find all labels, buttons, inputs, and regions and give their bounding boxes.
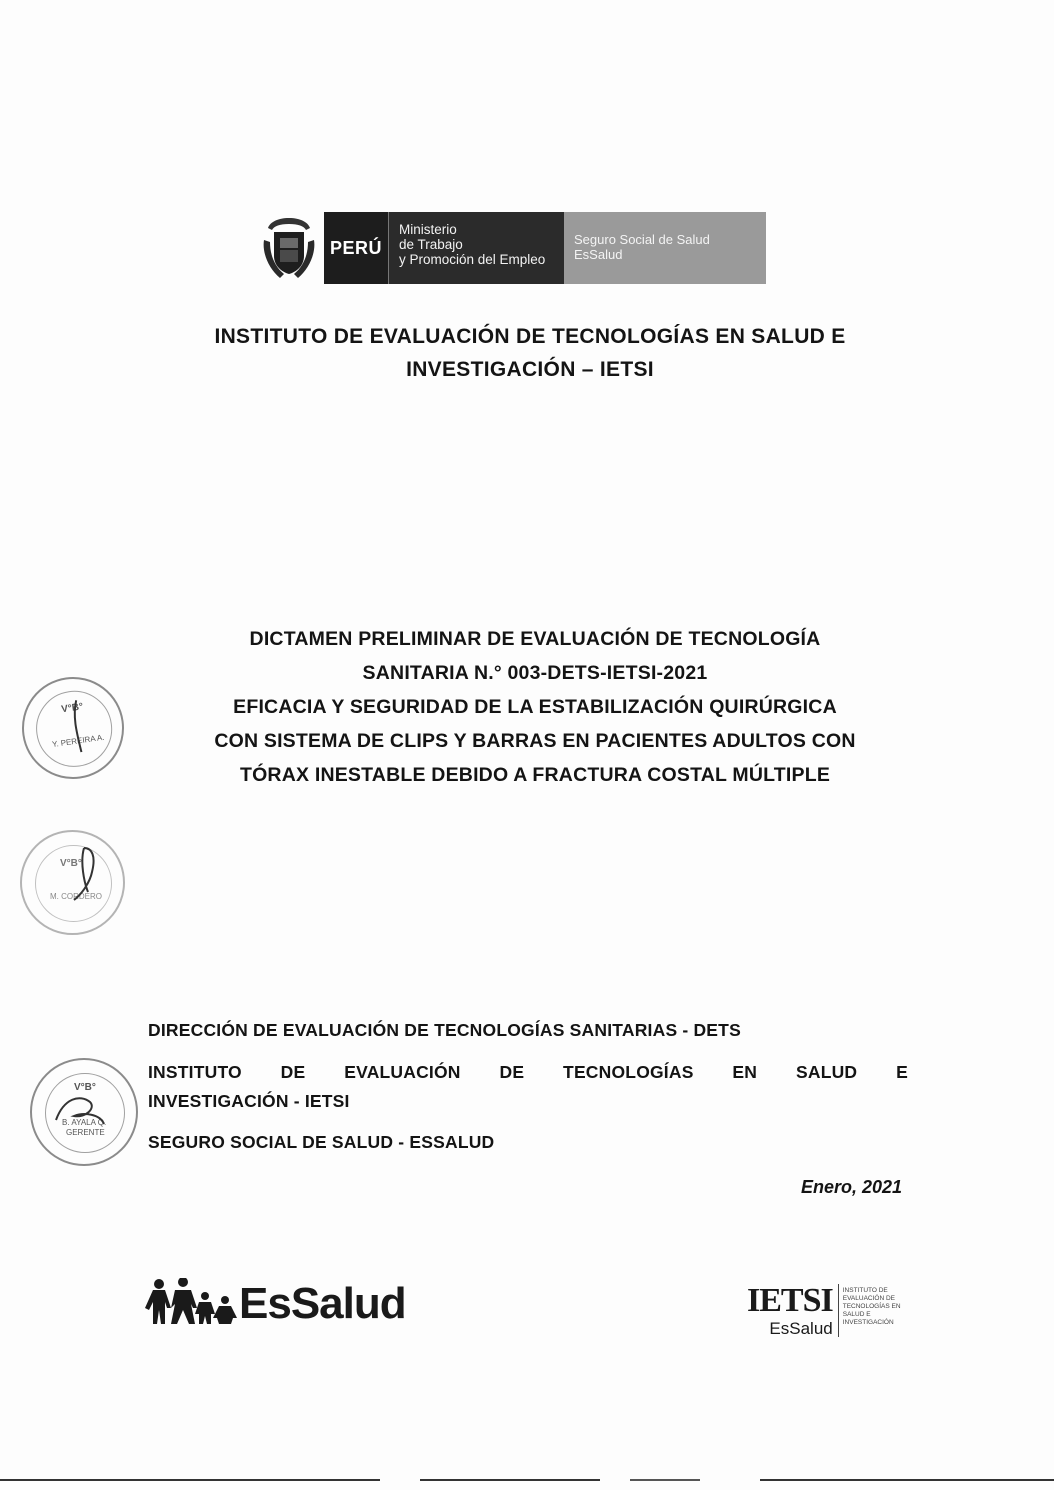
ietsi-subword: EsSalud bbox=[769, 1319, 833, 1338]
document-title-line: CON SISTEMA DE CLIPS Y BARRAS EN PACIENTES ADULTOS CON bbox=[214, 730, 856, 752]
stamp-vb-label: V°B° bbox=[74, 1082, 96, 1093]
document-title-line: SANITARIA N.° 003-DETS-IETSI-2021 bbox=[362, 662, 708, 684]
issuer-institute-line: INVESTIGACIÓN - IETSI bbox=[148, 1091, 350, 1111]
ietsi-side-line: INSTITUTO DE bbox=[842, 1287, 888, 1294]
ietsi-side-line: SALUD E bbox=[842, 1311, 871, 1318]
ietsi-side-text bbox=[838, 1284, 901, 1337]
stamp-vb-label: V°B° bbox=[60, 858, 82, 869]
issuer-direction: DIRECCIÓN DE EVALUACIÓN DE TECNOLOGÍAS SANITARIAS - DETS bbox=[148, 1020, 741, 1040]
signature-icon bbox=[50, 1090, 110, 1130]
stamp-role: GERENTE bbox=[66, 1128, 105, 1137]
stamp-name: Y. PEREIRA A. bbox=[51, 732, 105, 750]
agency-line: EsSalud bbox=[574, 247, 623, 262]
essalud-wordmark: EsSalud bbox=[239, 1279, 406, 1328]
coat-of-arms-icon bbox=[258, 212, 320, 284]
agency-line: Seguro Social de Salud bbox=[574, 232, 710, 247]
stamp-vb-label: V°B° bbox=[60, 701, 84, 716]
document-title bbox=[110, 622, 960, 792]
document-title-line: DICTAMEN PRELIMINAR DE EVALUACIÓN DE TECNOLOGÍA bbox=[249, 628, 821, 650]
ietsi-logo bbox=[747, 1284, 901, 1337]
ministry-line: y Promoción del Empleo bbox=[399, 252, 546, 267]
signature-icon bbox=[62, 842, 112, 912]
document-date: Enero, 2021 bbox=[800, 1177, 902, 1197]
agency-label bbox=[564, 212, 766, 284]
government-banner bbox=[258, 212, 766, 284]
signature-icon bbox=[54, 694, 102, 759]
document-title-line: TÓRAX INESTABLE DEBIDO A FRACTURA COSTAL MÚLTIPLE bbox=[239, 764, 831, 786]
approval-stamp bbox=[30, 1058, 138, 1166]
issuer-social-security: SEGURO SOCIAL DE SALUD - ESSALUD bbox=[148, 1132, 495, 1152]
ietsi-side-line: EVALUACIÓN DE bbox=[842, 1295, 895, 1302]
approval-stamp bbox=[20, 830, 125, 935]
essalud-logo bbox=[145, 1278, 406, 1326]
family-icon bbox=[145, 1278, 237, 1326]
document-title-line: EFICACIA Y SEGURIDAD DE LA ESTABILIZACIÓN QUIRÚRGICA bbox=[233, 696, 837, 718]
ministry-label bbox=[388, 212, 564, 284]
issuer-institute-line: INSTITUTO DE EVALUACIÓN DE TECNOLOGÍAS EN SALUD E bbox=[148, 1062, 908, 1082]
ietsi-side-line: INVESTIGACIÓN bbox=[842, 1319, 894, 1326]
stamp-name: B. AYALA Q. bbox=[62, 1118, 107, 1127]
stamp-name: M. CORDERO bbox=[50, 892, 102, 901]
ministry-line: de Trabajo bbox=[399, 237, 463, 252]
institute-title bbox=[100, 320, 960, 386]
peru-label: PERÚ bbox=[324, 212, 388, 284]
ietsi-wordmark-group bbox=[747, 1284, 833, 1337]
issuers-block bbox=[148, 1016, 908, 1157]
ietsi-side-line: TECNOLOGÍAS EN bbox=[842, 1303, 901, 1310]
ietsi-wordmark: IETSI bbox=[747, 1282, 833, 1319]
institute-title-line: INSTITUTO DE EVALUACIÓN DE TECNOLOGÍAS EN SALUD E bbox=[214, 325, 846, 348]
scan-edge-line bbox=[0, 1478, 1054, 1482]
ministry-line: Ministerio bbox=[399, 222, 457, 237]
institute-title-line: INVESTIGACIÓN – IETSI bbox=[406, 358, 654, 381]
